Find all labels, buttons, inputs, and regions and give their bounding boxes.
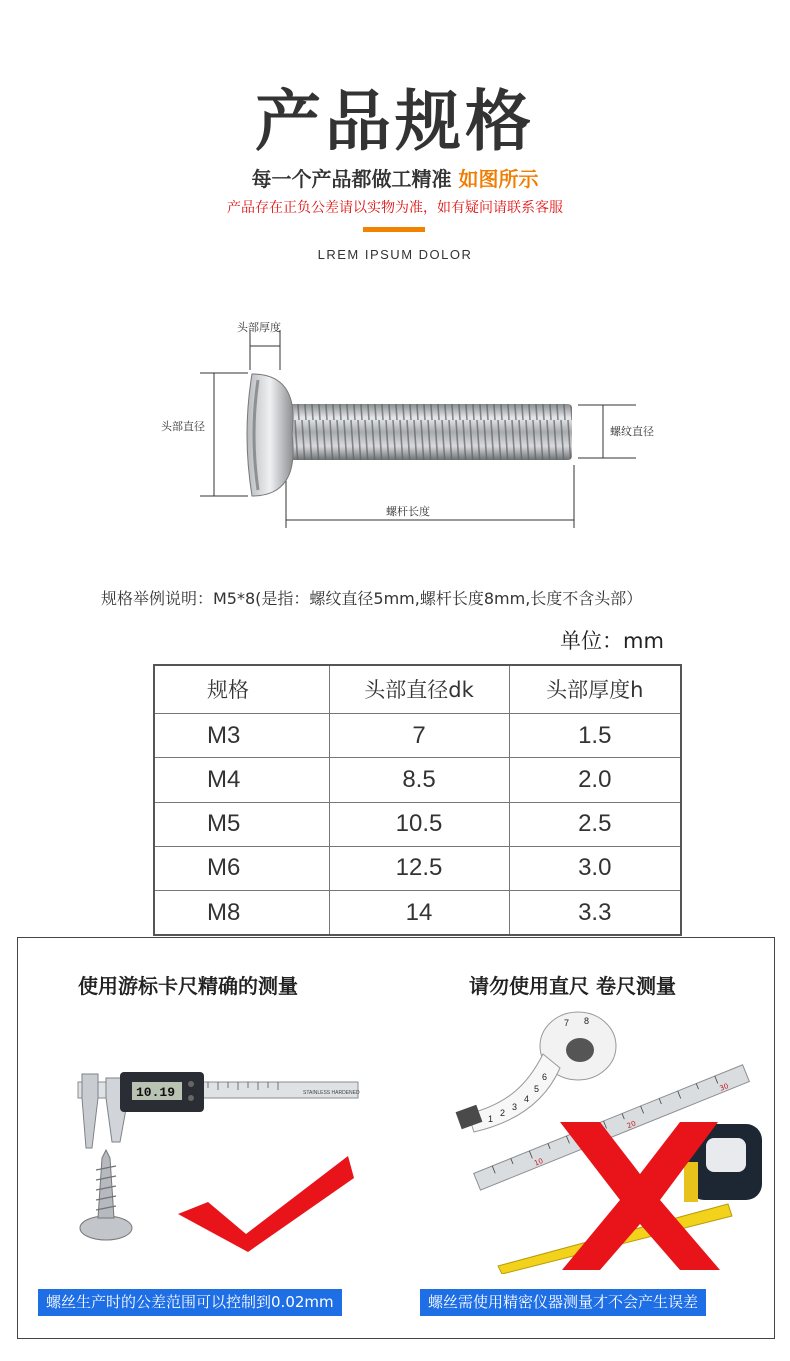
tolerance-notice: 产品存在正负公差请以实物为准，如有疑问请联系客服 [227,200,563,216]
left-heading: 使用游标卡尺精确的测量 [78,974,298,998]
label-head-thickness: 头部厚度 [237,321,281,334]
table-row [154,891,681,935]
tape-roll-center [566,1038,594,1062]
svg-text:5: 5 [534,1084,540,1094]
table-row [154,846,681,890]
caliper-button [188,1081,194,1087]
table-row [154,758,681,802]
label-shank-length: 螺杆长度 [386,505,430,518]
cell-spec: M5 [154,802,329,846]
tape-measure-mouth [684,1162,698,1202]
page-title: 产品规格 [255,83,535,160]
ruler-illustration [428,1004,768,1274]
svg-text:6: 6 [542,1072,548,1082]
cell-head-thickness: 2.5 [509,802,681,846]
svg-text:1: 1 [488,1114,494,1124]
cell-head-thickness: 3.0 [509,846,681,890]
cell-head-diameter: 7 [329,713,509,757]
caliper-button [188,1095,194,1101]
check-mark-icon [178,1156,354,1252]
cell-spec: M4 [154,758,329,802]
cell-head-diameter: 10.5 [329,802,509,846]
lorem-caption: LREM IPSUM DOLOR [317,247,473,262]
subtitle [0,163,790,192]
ruler-number: 10 [533,1156,545,1168]
spec-table [153,664,682,936]
svg-text:2: 2 [500,1108,506,1118]
subtitle-main: 每一个产品都做工精准 [251,167,452,191]
cell-spec: M6 [154,846,329,890]
svg-text:8: 8 [584,1016,590,1026]
ruler-number: 30 [718,1081,730,1093]
header-head-diameter: 头部直径dk [329,665,509,713]
screw-diagram [0,300,790,540]
label-thread-diameter: 螺纹直径 [610,425,654,438]
unit-label: 单位：mm [560,629,664,653]
header-head-thickness: 头部厚度h [509,665,681,713]
svg-text:7: 7 [564,1018,570,1028]
cell-spec: M3 [154,713,329,757]
ruler-number: 20 [625,1119,638,1131]
caliper-display: 10.19 [136,1085,176,1100]
table-header-row [154,665,681,713]
label-head-diameter: 头部直径 [161,420,205,433]
table-row [154,802,681,846]
tapping-screw-head [80,1216,132,1240]
measurement-panel [17,937,775,1339]
left-banner: 螺丝生产时的公差范围可以控制到0.02mm [38,1289,342,1316]
cell-head-diameter: 8.5 [329,758,509,802]
svg-text:4: 4 [524,1094,530,1104]
cell-head-thickness: 3.3 [509,891,681,935]
right-heading: 请勿使用直尺 卷尺测量 [469,974,676,998]
orange-divider [363,227,425,232]
svg-text:3: 3 [512,1102,518,1112]
screw-threads [282,404,572,460]
caliper-brand-text: STAINLESS HARDENED [303,1090,360,1096]
cell-head-diameter: 14 [329,891,509,935]
tape-measure-clip [706,1138,746,1172]
spec-example-note: 规格举例说明：M5*8(是指：螺纹直径5mm,螺杆长度8mm,长度不含头部） [101,589,643,608]
cell-spec: M8 [154,891,329,935]
cell-head-thickness: 2.0 [509,758,681,802]
right-banner: 螺丝需使用精密仪器测量才不会产生误差 [420,1289,706,1316]
caliper-fixed-jaw [82,1074,98,1148]
caliper-illustration [58,1038,388,1258]
cell-head-diameter: 12.5 [329,846,509,890]
table-row [154,713,681,757]
subtitle-highlight: 如图所示 [458,167,539,191]
cell-head-thickness: 1.5 [509,713,681,757]
header-spec: 规格 [154,665,329,713]
